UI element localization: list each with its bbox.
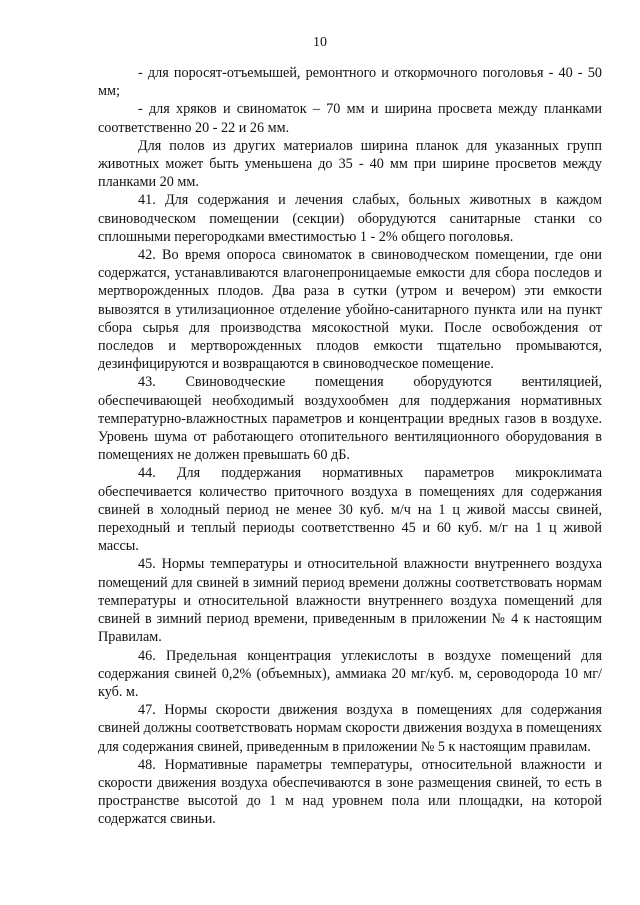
paragraph-piglet-slat-width: - для поросят-отъемышей, ремонтного и откормочного поголовья - 40 - 50 мм; [98,65,602,100]
paragraph-item-46: 46. Предельная концентрация углекислоты в воздухе помещений для содержания свиней 0,2% (объемных), аммиака 20 мг/куб. м, сероводорода 10 мг/куб. м. [98,647,602,700]
paragraph-item-44: 44. Для поддержания нормативных параметров микроклимата обеспечивается количество приточного воздуха в помещениях для содержания свиней в холодный период не менее 30 куб. м/ч на 1 ц живой массы свиней, переходный и теплый периоды соответственно 45 и 60 куб. м/г на 1 ц живой массы. [98,465,602,555]
page-number: 10 [313,35,327,50]
paragraph-item-43: 43. Свиноводческие помещения оборудуются вентиляцией, обеспечивающей необходимый воздухообмен для поддержания нормативных температурно-влажностных параметров и концентрации вредных газов в воздухе. Уровень шума от работающего отопительного вентиляционного оборудования в помещениях не должен превышать 60 дБ. [98,374,602,464]
paragraph-item-41: 41. Для содержания и лечения слабых, больных животных в каждом свиноводческом помещении (секции) оборудуются санитарные станки со сплошными перегородками вместимостью 1 - 2% общего поголовья. [98,192,602,245]
paragraph-item-47: 47. Нормы скорости движения воздуха в помещениях для содержания свиней должны соответствовать нормам скорости движения воздуха в помещениях для содержания свиней, приведенным в приложении № 5 к настоящим правилам. [98,702,602,755]
paragraph-item-48: 48. Нормативные параметры температуры, относительной влажности и скорости движения воздуха обеспечиваются в зоне размещения свиней, то есть в пространстве высотой до 1 м над уровнем пола или площадки, на которой содержатся свиньи. [98,756,602,828]
paragraph-other-floor-materials: Для полов из других материалов ширина планок для указанных групп животных может быть уменьшена до 35 - 40 мм при ширине просветов между планками 20 мм. [98,137,602,191]
paragraph-boar-slat-width: - для хряков и свиноматок – 70 мм и ширина просвета между планками соответственно 20 - 22 и 26 мм. [98,101,602,136]
paragraph-item-42: 42. Во время опороса свиноматок в свиноводческом помещении, где они содержатся, устанавливаются влагонепроницаемые емкости для сбора последов и мертворожденных плодов. Два раза в сутки (утром и вечером) эти емкости вывозятся в утилизационное отделение убойно-санитарного пункта или на пункт сбора сырья для производства мясокостной муки. После освобождения от последов и мертворожденных плодов емкости тщательно промываются, дезинфицируются и возвращаются в свиноводческое помещение. [98,247,602,373]
paragraph-item-45: 45. Нормы температуры и относительной влажности внутреннего воздуха помещений для свиней в зимний период времени должны соответствовать нормам температуры и относительной влажности внутреннего воздуха помещений для свиней в зимний период времени, приведенным в приложении № 4 к настоящим Правилам. [98,556,602,646]
document-body [98,64,602,829]
